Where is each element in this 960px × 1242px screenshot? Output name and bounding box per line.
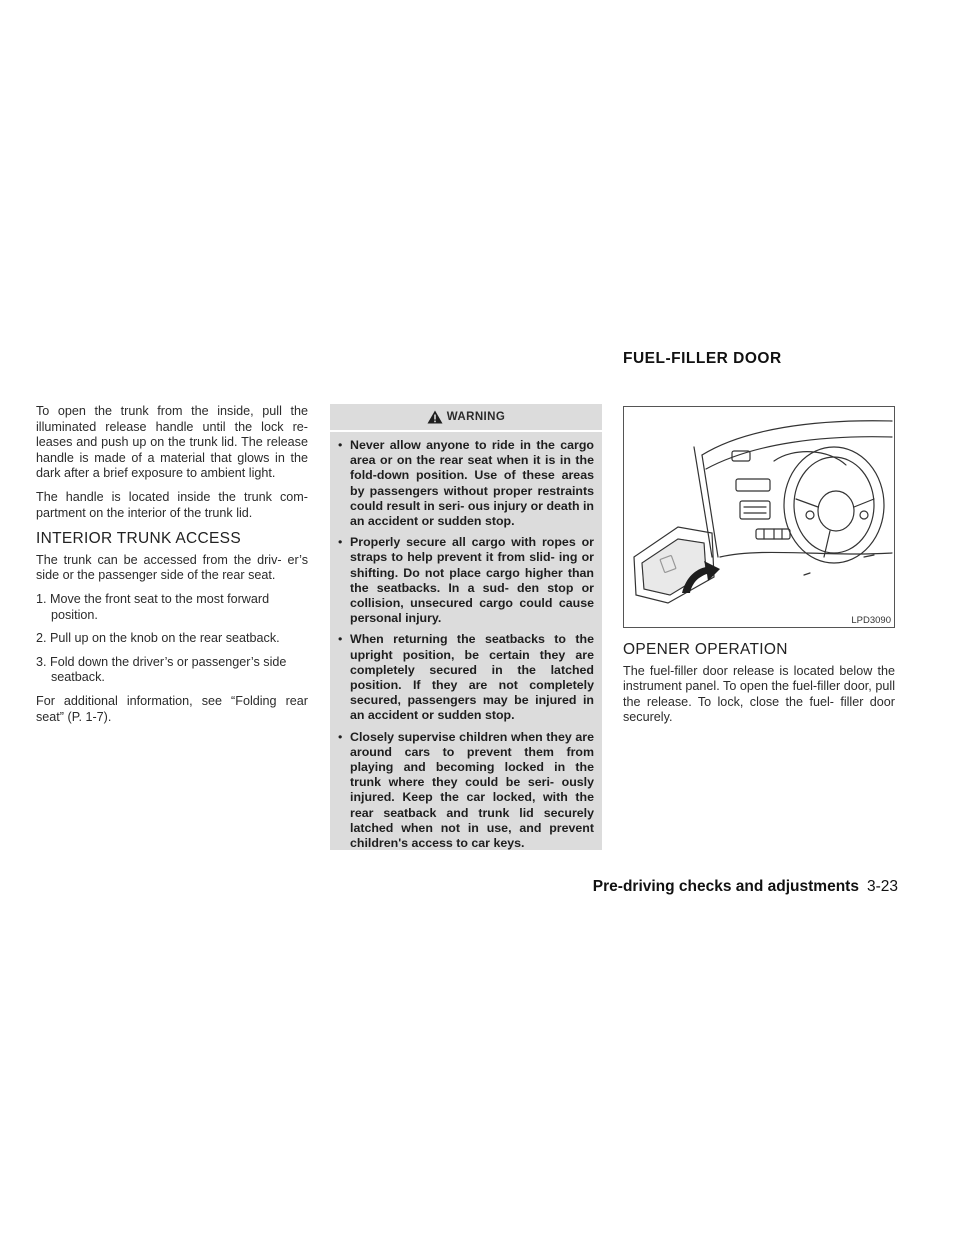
page-footer <box>593 878 898 896</box>
figure-code: LPD3090 <box>851 615 891 626</box>
warning-title: WARNING <box>446 411 506 423</box>
opener-operation-heading: OPENER OPERATION <box>623 641 788 658</box>
warning-header <box>330 404 602 432</box>
warning-item-text: When returning the seatbacks to the upright position, be certain they are completely secured in the latched position. If they are not completely secured, passengers may be injured in an accident or sudden stop. <box>350 632 594 723</box>
bullet: • <box>338 632 343 647</box>
step-item: 1. Move the front seat to the most forward position. <box>36 591 270 622</box>
intro-paragraph-1: To open the trunk from the inside, pull the illuminated release handle until the lock re- leases and push up on the trunk lid. The release handle is made of a material that glows in the dark after a brief exposure to ambient light. <box>36 404 308 481</box>
interior-trunk-access-heading: INTERIOR TRUNK ACCESS <box>36 530 241 548</box>
warning-item-text: Closely supervise children when they are around cars to prevent them from playing and becoming locked in the trunk where they could be seri- ously injured. Keep the car locked, with the rear seatback and trunk lid securely latched when not in use, and prevent children's access to car keys. <box>350 729 594 851</box>
warning-triangle-icon <box>427 410 443 424</box>
warning-item <box>338 438 594 529</box>
warning-item <box>338 730 594 852</box>
opener-operation-paragraph: The fuel-filler door release is located below the instrument panel. To open the fuel-filler door, pull the release. To lock, close the fuel- filler door securely. <box>623 663 895 725</box>
warning-item <box>338 632 594 723</box>
interior-access-paragraph: The trunk can be accessed from the driv- er’s side or the passenger side of the rear seat. <box>36 552 308 583</box>
warning-list <box>330 438 602 851</box>
more-info-paragraph: For additional information, see “Folding rear seat” (P. 1-7). <box>36 693 308 724</box>
step-item: 2. Pull up on the knob on the rear seatback. <box>36 631 280 646</box>
page-number: 3-23 <box>866 878 898 895</box>
bullet: • <box>338 535 343 550</box>
intro-paragraph-2: The handle is located inside the trunk com- partment on the interior of the trunk lid. <box>36 489 308 520</box>
warning-item-text: Never allow anyone to ride in the cargo area or on the rear seat when it is in the fold-down position. Use of these areas by passengers without proper restraints could result in seri- ous injury or death in an accident or sudden stop. <box>350 438 594 529</box>
warning-item-text: Properly secure all cargo with ropes or straps to help prevent it from slid- ing or shifting. Do not place cargo higher than the seatbacks. In a sud- den stop or collision, unsecured cargo could cause personal injury. <box>350 535 594 626</box>
fuel-filler-door-title: FUEL-FILLER DOOR <box>623 350 782 367</box>
steps-list <box>36 592 308 686</box>
right-column <box>623 404 895 734</box>
bullet: • <box>338 729 343 744</box>
warning-box <box>330 404 602 850</box>
step-item: 3. Fold down the driver’s or passenger’s side seatback. <box>36 654 287 685</box>
bullet: • <box>338 438 343 452</box>
warning-item <box>338 535 594 626</box>
footer-title: Pre-driving checks and adjustments <box>592 878 859 895</box>
left-column <box>36 404 308 733</box>
